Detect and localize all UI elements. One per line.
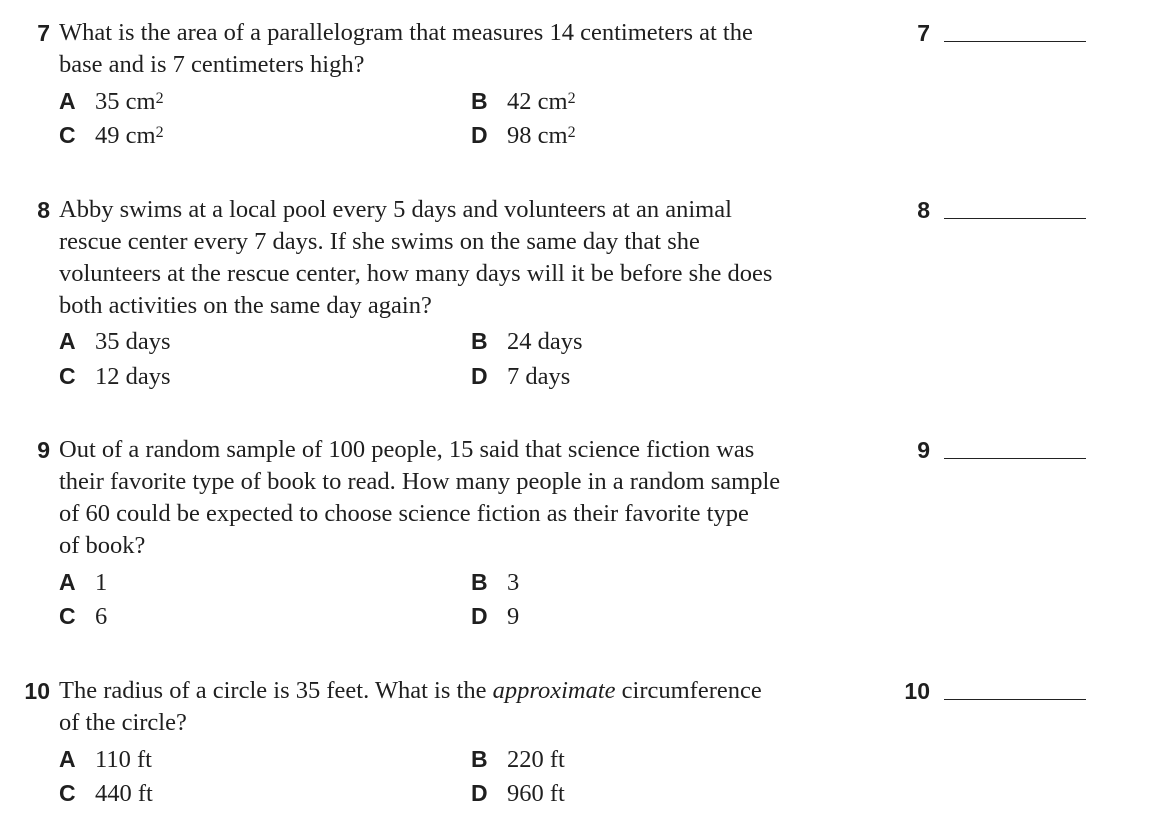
- choice-letter: A: [59, 746, 76, 772]
- choice-text: 1: [95, 569, 108, 596]
- choice-b[interactable]: [471, 84, 576, 122]
- choice-letter: B: [471, 88, 488, 114]
- choice-text: 440 ft: [95, 780, 153, 807]
- stem-line: rescue center every 7 days. If she swims on the same day that she: [59, 228, 700, 255]
- stem-line: What is the area of a parallelogram that measures 14 centimeters at the: [59, 19, 753, 46]
- choice-b[interactable]: [471, 324, 583, 362]
- choice-c[interactable]: [59, 599, 107, 637]
- choice-b[interactable]: [471, 742, 565, 780]
- choice-letter: A: [59, 328, 76, 354]
- choice-a[interactable]: [59, 324, 171, 362]
- question-number: 10: [24, 678, 50, 704]
- answer-label: 8: [917, 197, 930, 223]
- choice-text: 35 $cm^2$: [95, 88, 164, 115]
- choice-letter: C: [59, 780, 76, 806]
- choice-letter: D: [471, 363, 488, 389]
- choice-letter: A: [59, 88, 76, 114]
- stem-line: base and is 7 centimeters high?: [59, 51, 365, 78]
- choice-letter: C: [59, 603, 76, 629]
- question-stem: [59, 17, 879, 81]
- answer-label: 9: [917, 437, 930, 463]
- choice-text: 3: [507, 569, 520, 596]
- choice-letter: B: [471, 328, 488, 354]
- choice-text: 7 days: [507, 363, 571, 390]
- choice-text: 42 $cm^2$: [507, 88, 576, 115]
- choice-letter: D: [471, 780, 488, 806]
- stem-line: Out of a random sample of 100 people, 15 said that science fiction was: [59, 436, 755, 463]
- question-stem: [59, 434, 879, 562]
- choice-a[interactable]: [59, 742, 152, 780]
- answer-label: 10: [904, 678, 930, 704]
- choice-letter: C: [59, 122, 76, 148]
- emphasis-word: approximate: [492, 677, 616, 704]
- answer-blank[interactable]: [944, 699, 1086, 700]
- choice-text: 24 days: [507, 328, 583, 355]
- stem-line: of the circle?: [59, 709, 187, 736]
- choice-a[interactable]: [59, 565, 107, 603]
- choice-d[interactable]: [471, 776, 565, 814]
- choice-text: 6: [95, 603, 108, 630]
- question-number: 9: [37, 437, 50, 463]
- question-number: 8: [37, 197, 50, 223]
- choice-letter: B: [471, 746, 488, 772]
- stem-line: Abby swims at a local pool every 5 days and volunteers at an animal: [59, 196, 732, 223]
- choice-text: 9: [507, 603, 520, 630]
- choice-d[interactable]: [471, 359, 570, 397]
- answer-blank[interactable]: [944, 218, 1086, 219]
- stem-line: their favorite type of book to read. How many people in a random sample: [59, 468, 781, 495]
- choice-text: 110 ft: [95, 746, 152, 773]
- choice-c[interactable]: [59, 776, 153, 814]
- choice-c[interactable]: [59, 118, 164, 156]
- stem-line: volunteers at the rescue center, how many days will it be before she does: [59, 260, 773, 287]
- question-stem: [59, 675, 879, 739]
- stem-line: of book?: [59, 532, 146, 559]
- choice-letter: D: [471, 603, 488, 629]
- choice-c[interactable]: [59, 359, 171, 397]
- question-number: 7: [37, 20, 50, 46]
- stem-line: both activities on the same day again?: [59, 292, 432, 319]
- question-stem: [59, 194, 879, 322]
- choice-text: 960 ft: [507, 780, 565, 807]
- answer-label: 7: [917, 20, 930, 46]
- choice-text: 12 days: [95, 363, 171, 390]
- choice-d[interactable]: [471, 599, 519, 637]
- choice-text: 220 ft: [507, 746, 565, 773]
- choice-letter: C: [59, 363, 76, 389]
- stem-line: The radius of a circle is 35 feet. What is the approximate circumference: [59, 677, 762, 704]
- choice-letter: A: [59, 569, 76, 595]
- choice-a[interactable]: [59, 84, 164, 122]
- choice-text: 35 days: [95, 328, 171, 355]
- choice-letter: B: [471, 569, 488, 595]
- choice-letter: D: [471, 122, 488, 148]
- choice-b[interactable]: [471, 565, 519, 603]
- answer-blank[interactable]: [944, 41, 1086, 42]
- choice-d[interactable]: [471, 118, 576, 156]
- choice-text: 49 $cm^2$: [95, 122, 164, 149]
- answer-blank[interactable]: [944, 458, 1086, 459]
- choice-text: 98 $cm^2$: [507, 122, 576, 149]
- stem-line: of 60 could be expected to choose science fiction as their favorite type: [59, 500, 749, 527]
